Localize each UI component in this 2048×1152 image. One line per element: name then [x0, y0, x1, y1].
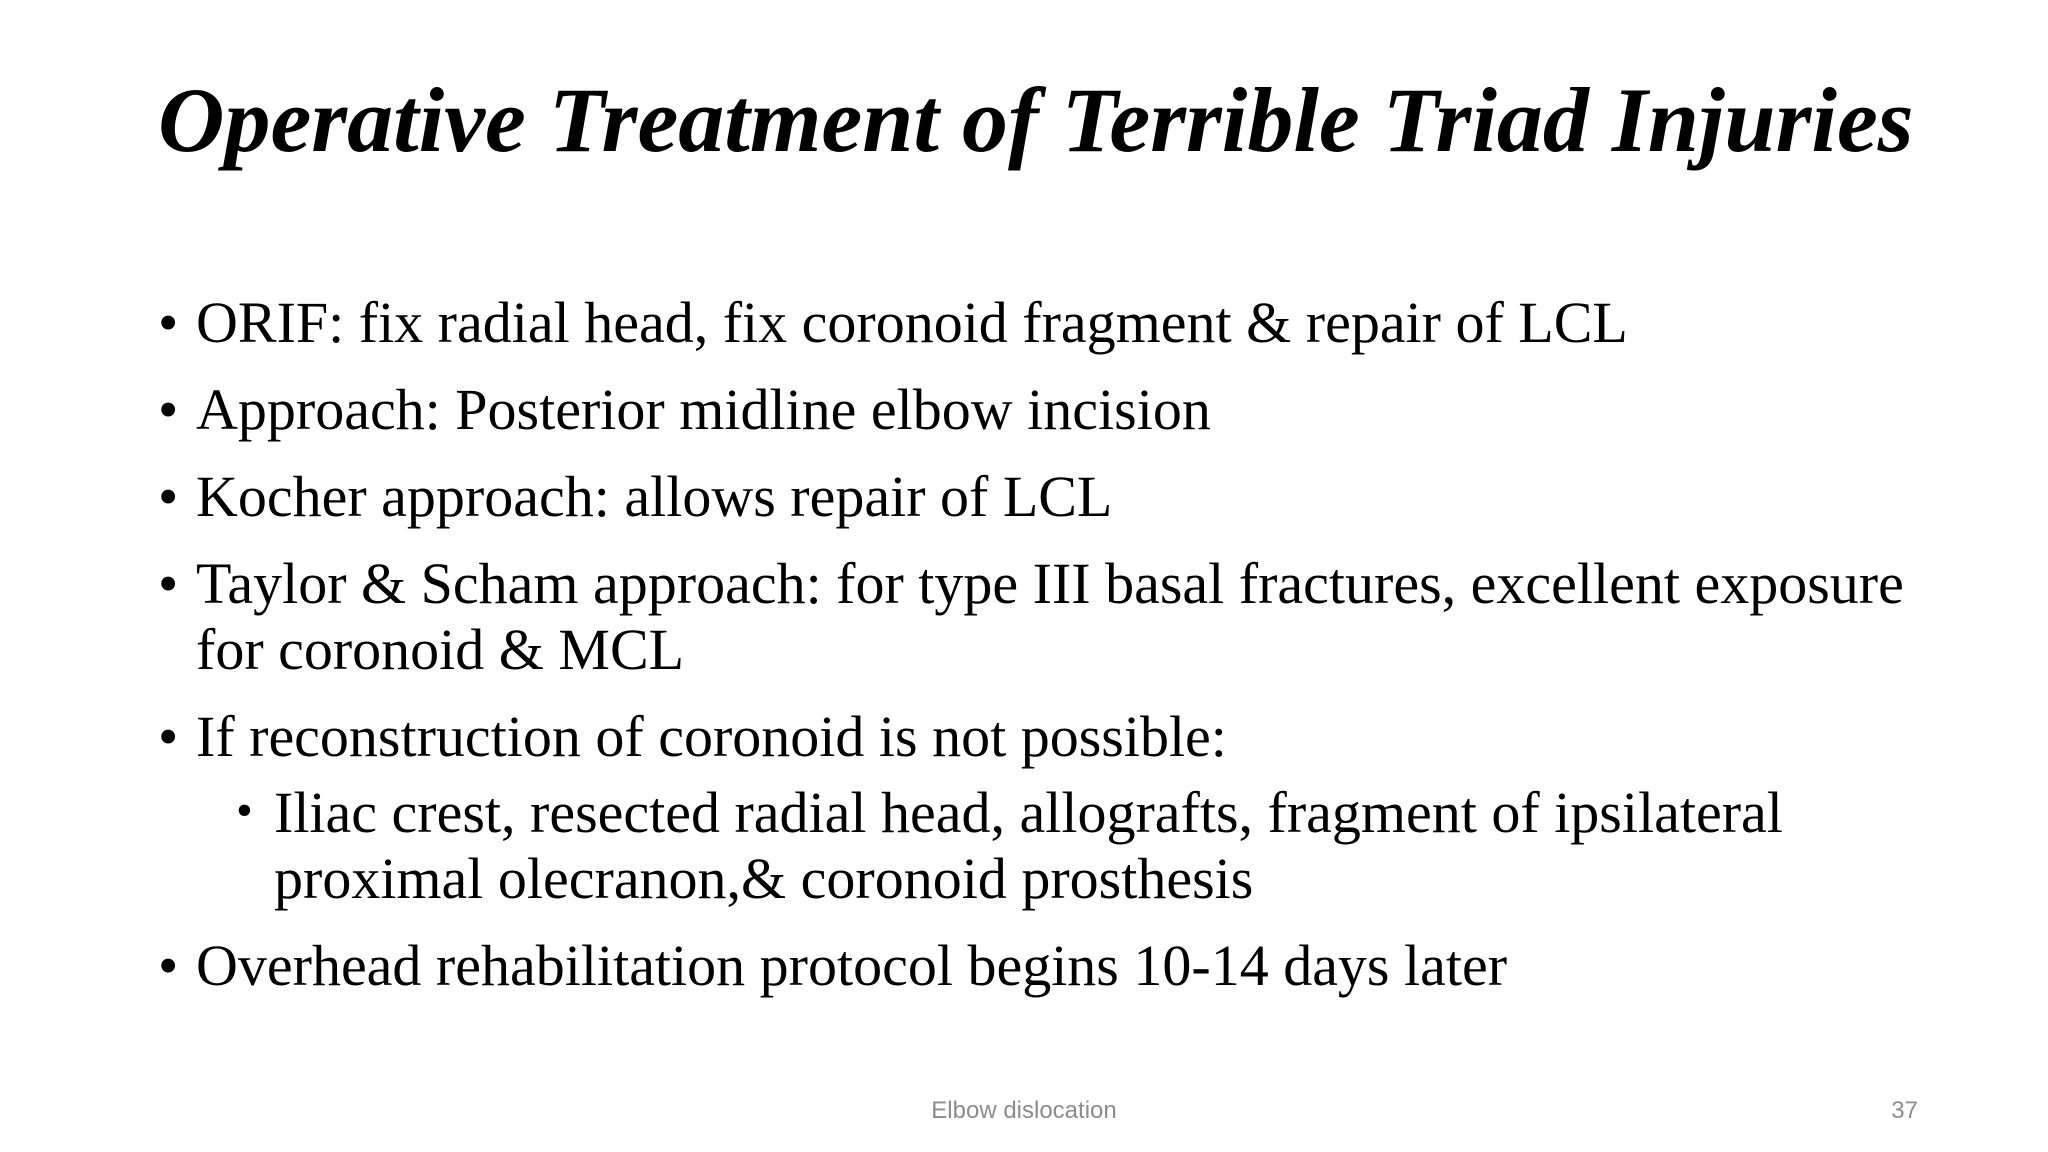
bullet-dot-icon: • — [158, 464, 179, 529]
bullet-text: Overhead rehabilitation protocol begins 10-14 days later — [196, 933, 1508, 998]
sub-bullet-text: Iliac crest, resected radial head, allografts, fragment of ipsilateral proximal olecranon,& coronoid prosthesis — [274, 780, 1783, 911]
bullet-item — [158, 290, 1958, 356]
bullet-dot-icon: • — [158, 933, 179, 998]
bullet-item — [158, 551, 1958, 683]
slide-title: Operative Treatment of Terrible Triad Injuries — [158, 69, 1914, 171]
footer-label: Elbow dislocation — [931, 1097, 1117, 1124]
bullet-item — [158, 377, 1958, 443]
bullet-item — [158, 464, 1958, 530]
bullet-item — [158, 704, 1958, 912]
sub-bullet-dot-icon: • — [236, 784, 253, 837]
bullet-dot-icon: • — [158, 551, 179, 616]
sub-bullet-list — [196, 780, 1958, 912]
bullet-item — [158, 933, 1958, 999]
sub-bullet-item — [196, 780, 1958, 912]
page-number: 37 — [1891, 1097, 1918, 1124]
bullet-text: ORIF: fix radial head, fix coronoid fragment & repair of LCL — [196, 290, 1628, 355]
bullet-text: Approach: Posterior midline elbow incision — [196, 377, 1211, 442]
bullet-text: Taylor & Scham approach: for type III basal fractures, excellent exposure for coronoid & MCL — [196, 551, 1904, 682]
bullet-list — [158, 290, 1958, 1020]
bullet-dot-icon: • — [158, 290, 179, 355]
bullet-dot-icon: • — [158, 377, 179, 442]
bullet-text: If reconstruction of coronoid is not possible: — [196, 704, 1227, 769]
bullet-dot-icon: • — [158, 704, 179, 769]
bullet-text: Kocher approach: allows repair of LCL — [196, 464, 1113, 529]
